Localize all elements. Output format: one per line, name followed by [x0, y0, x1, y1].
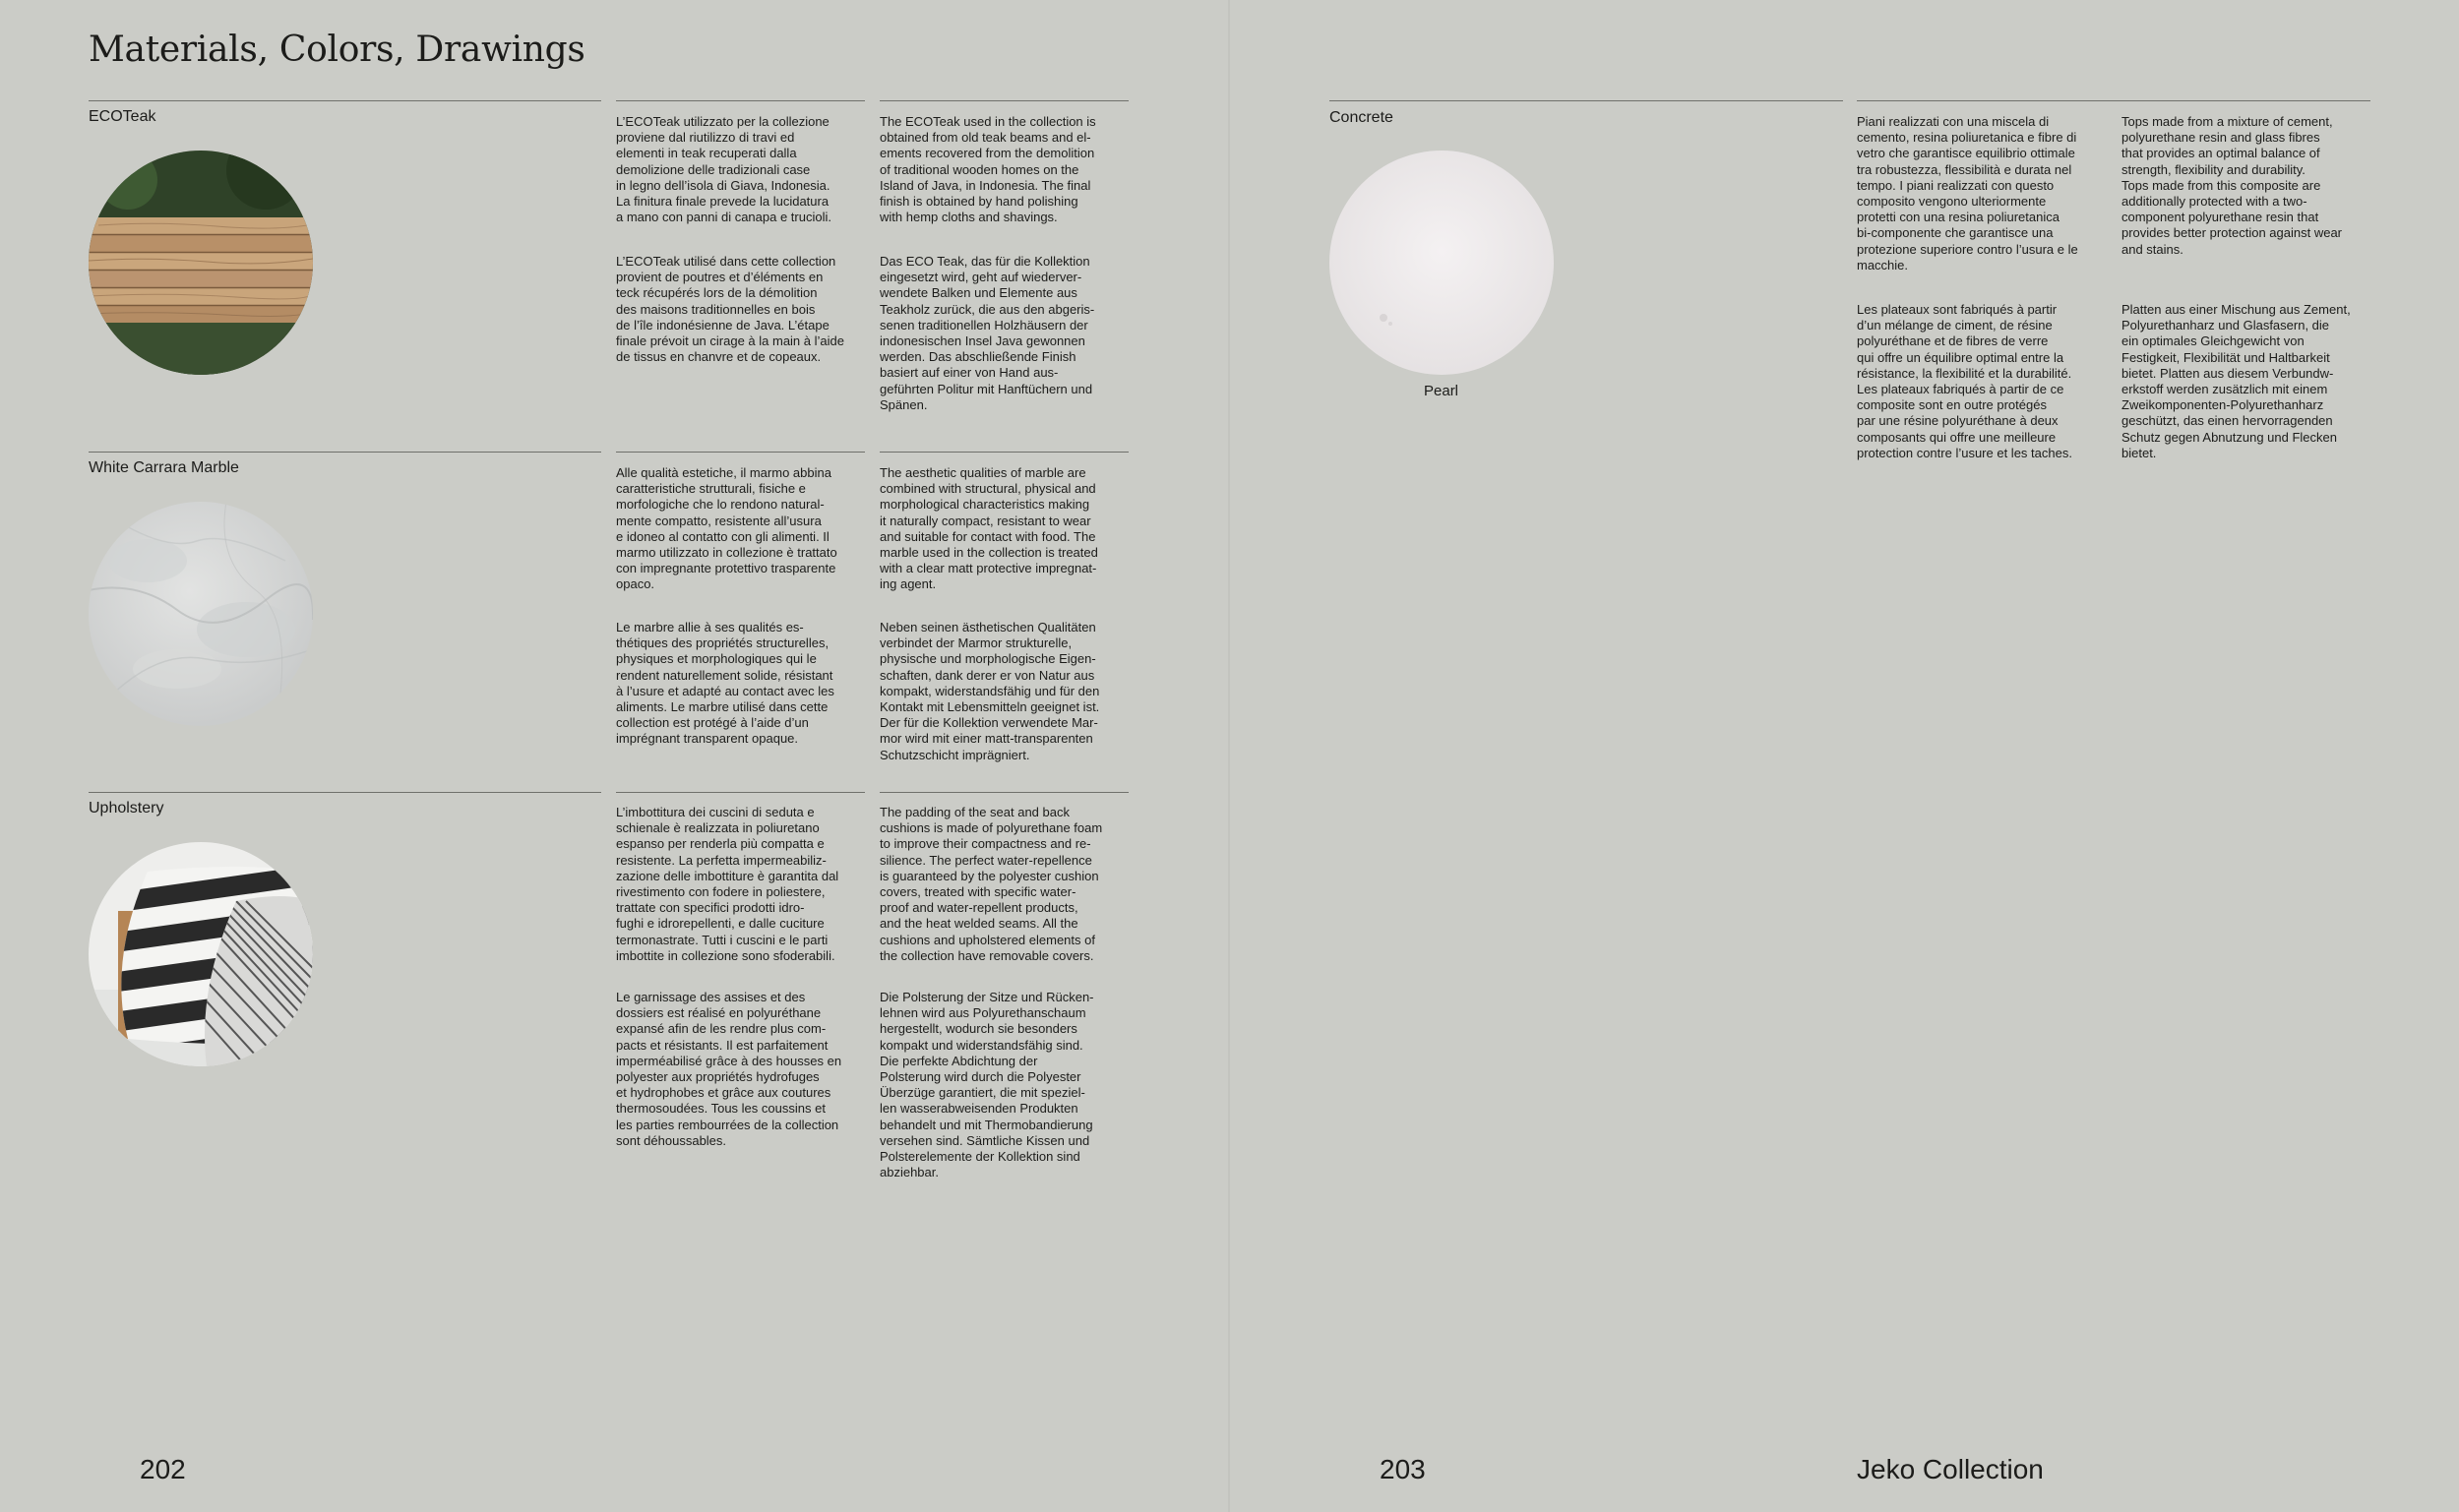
description-de: Neben seinen ästhetischen Qualitäten verbindet der Marmor strukturelle, physische und morphologische Eigen- schaften, dank derer er von Natur aus kompakt, widerstandsfähig und für den Kontakt mit Lebensmitteln geeignet ist. Der für die Kollektion verwendete Mar- mor wird mit einer matt-transparenten Schutzschicht imprägniert. [880, 620, 1100, 762]
description-fr: Le garnissage des assises et des dossiers est réalisé en polyuréthane expansé afin de les rendre plus com- pacts et résistants. Il est parfaitement imperméabilisé grâce à des housses en polyester aux propriétés hydrofuges et hydrophobes et grâce aux coutures thermosoudées. Tous les coussins et les parties rembourrées de la collection sont déhoussables. [616, 990, 842, 1148]
left-page [0, 0, 1228, 1512]
marble-texture-image [89, 502, 313, 726]
section-rule [89, 452, 601, 453]
pearl-swatch-image [1329, 151, 1554, 375]
section-rule [89, 100, 601, 101]
section-rule [616, 452, 865, 453]
material-name-upholstery: Upholstery [89, 800, 164, 816]
swatch-name: Pearl [1424, 383, 1459, 399]
section-rule [880, 452, 1129, 453]
description-de: Die Polsterung der Sitze und Rücken- lehnen wird aus Polyurethanschaum hergestellt, wodurch sie besonders kompakt und widerstandsfähig sind. Die perfekte Abdichtung der Polsterung wird durch die Polyester Überzüge garantiert, die mit speziel- len wasserabweisenden Produkten behandelt und mit Thermobandierung versehen sind. Sämtliche Kissen und Polsterelemente der Kollektion sind abziehbar. [880, 990, 1094, 1180]
section-rule [880, 792, 1129, 793]
description-fr: Les plateaux sont fabriqués à partir d’un mélange de ciment, de résine polyuréthane et de fibres de verre qui offre un équilibre optimal entre la résistance, la flexibilité et la durabilité. Les plateaux fabriqués à partir de ce composite sont en outre protégés par une résine polyuréthane à deux composants qui offre une meilleure protection contre l’usure et les taches. [1857, 302, 2072, 460]
striped-cushion-image [89, 842, 313, 1066]
description-it: L’imbottitura dei cuscini di seduta e schienale è realizzata in poliuretano espanso per renderla più compatta e resistente. La perfetta impermeabiliz- zazione delle imbottiture è garantita dal rivestimento con fodere in poliestere, trattate con specifici prodotti idro- fughi e idrorepellenti, e dalle cuciture termonastrate. Tutti i cuscini e le parti imbottite in collezione sono sfoderabili. [616, 805, 839, 963]
description-fr: Le marbre allie à ses qualités es- thétiques des propriétés structurelles, physiques et morphologiques qui le rendent naturellement solide, résistant à l’usure et adapté au contact avec les aliments. Le marbre utilisé dans cette collection est protégé à l’aide d’un imprégnant transparent opaque. [616, 620, 834, 747]
collection-name: Jeko Collection [1857, 1454, 2044, 1484]
section-rule [89, 792, 601, 793]
description-en: The padding of the seat and back cushions is made of polyurethane foam to improve their compactness and re- silience. The perfect water-repellence is guaranteed by the polyester cushion covers, treated with specific water- proof and water-repellent products, and the heat welded seams. All the cushions and upholstered elements of the collection have removable covers. [880, 805, 1103, 963]
section-rule [616, 792, 865, 793]
description-en: The ECOTeak used in the collection is obtained from old teak beams and el- ements recovered from the demolition of traditional wooden homes on the Island of Java, in Indonesia. The final finish is obtained by hand polishing with hemp cloths and shavings. [880, 114, 1096, 225]
section-rule [616, 100, 865, 101]
description-en: Tops made from a mixture of cement, polyurethane resin and glass fibres that provides an optimal balance of strength, flexibility and durability. Tops made from this composite are additionally protected with a two- component polyurethane resin that provides better protection against wear and stains. [2121, 114, 2343, 257]
material-name-concrete: Concrete [1329, 109, 1393, 126]
material-name-marble: White Carrara Marble [89, 459, 239, 476]
right-page [1230, 0, 2459, 1512]
description-it: Piani realizzati con una miscela di cemento, resina poliuretanica e fibre di vetro che garantisce equilibrio ottimale tra robustezza, flessibilità e durata nel tempo. I piani realizzati con questo composito vengono ulteriormente protetti con una resina poliuretanica bi-componente che garantisce una protezione superiore contro l’usura e le macchie. [1857, 114, 2078, 272]
description-it: Alle qualità estetiche, il marmo abbina caratteristiche strutturali, fisiche e morfologiche che lo rendono natural- mente compatto, resistente all’usura e idoneo al contatto con gli alimenti. Il marmo utilizzato in collezione è trattato con impregnante protettivo trasparente opaco. [616, 465, 837, 592]
description-it: L’ECOTeak utilizzato per la collezione proviene dal riutilizzo di travi ed elementi in teak recuperati dalla demolizione delle tradizionali case in legno dell’isola di Giava, Indonesia. La finitura finale prevede la lucidatura a mano con panni di canapa e trucioli. [616, 114, 831, 225]
page-title: Materials, Colors, Drawings [89, 30, 585, 70]
page-number: 202 [140, 1454, 186, 1484]
upholstery-sample-image [89, 842, 313, 1066]
teak-wood-image [89, 151, 313, 375]
material-name-ecoteak: ECOTeak [89, 108, 156, 125]
description-de: Das ECO Teak, das für die Kollektion eingesetzt wird, geht auf wiederver- wendete Balken und Elemente aus Teakholz zurück, die aus den abgeris- senen traditionellen Holzhäusern der indonesischen Insel Java gewonnen werden. Das abschließende Finish basiert auf einer von Hand aus- geführten Politur mit Hanftüchern und Spänen. [880, 254, 1095, 412]
description-de: Platten aus einer Mischung aus Zement, Polyurethanharz und Glasfasern, die ein optimales Gleichgewicht von Festigkeit, Flexibilität und Haltbarkeit bietet. Platten aus diesem Verbundw- erkstoff werden zusätzlich mit einem Zweikomponenten-Polyurethanharz geschützt, das einen hervorragenden Schutz gegen Abnutzung und Flecken bietet. [2121, 302, 2351, 460]
marble-sample-image [89, 502, 313, 726]
ecoteak-sample-image [89, 151, 313, 375]
concrete-sample-image [1329, 151, 1554, 375]
description-en: The aesthetic qualities of marble are combined with structural, physical and morphological characteristics making it naturally compact, resistant to wear and suitable for contact with food. The marble used in the collection is treated with a clear matt protective impregnat- ing agent. [880, 465, 1098, 592]
section-rule [1329, 100, 1843, 101]
section-rule [880, 100, 1129, 101]
section-rule [1857, 100, 2370, 101]
description-fr: L’ECOTeak utilisé dans cette collection provient de poutres et d’éléments en teck récupérés lors de la démolition des maisons traditionnelles en bois de l’île indonésienne de Java. L’étape finale prévoit un cirage à la main à l’aide de tissus en chanvre et de copeaux. [616, 254, 844, 365]
page-number: 203 [1380, 1454, 1426, 1484]
